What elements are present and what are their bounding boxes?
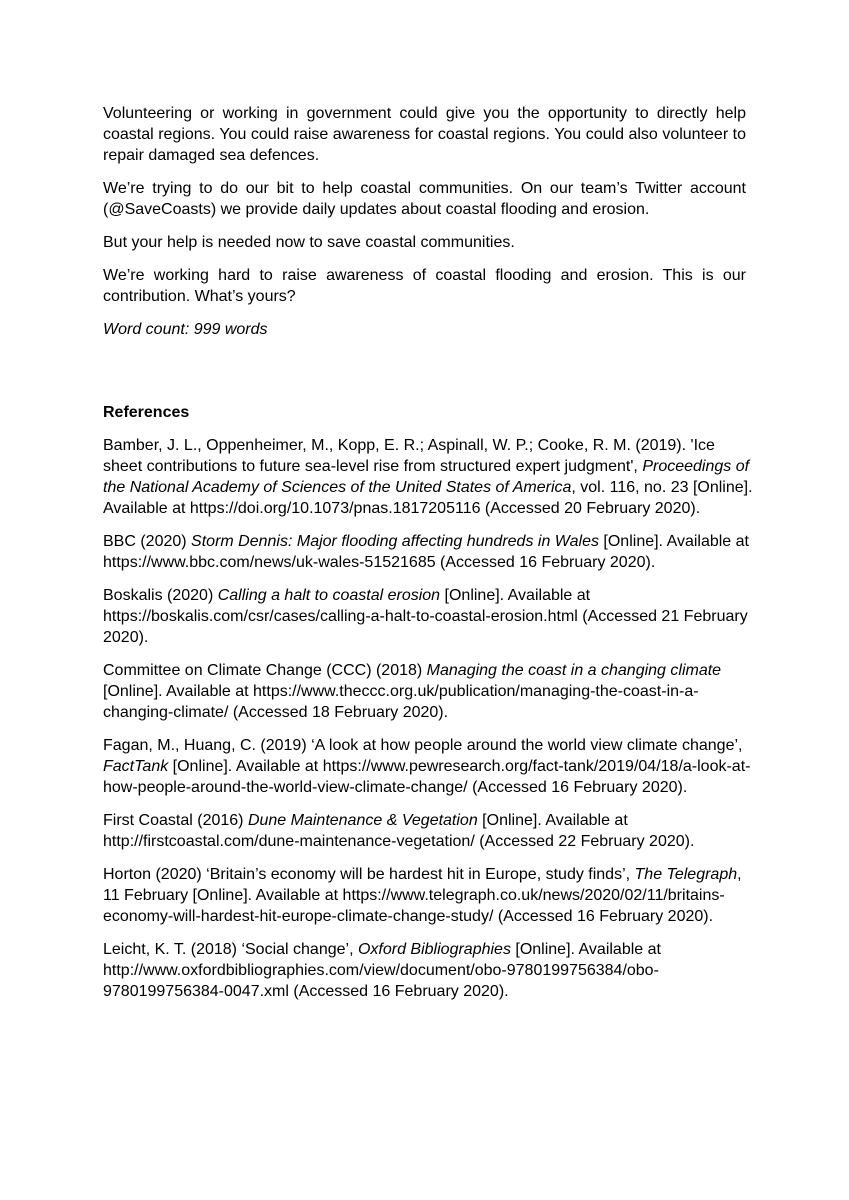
reference-item — [103, 810, 753, 852]
reference-item — [103, 864, 753, 927]
reference-text: Committee on Climate Change (CCC) (2018) — [103, 662, 427, 679]
reference-text: Fagan, M., Huang, C. (2019) ‘A look at how people around the world view climate change’, — [103, 737, 743, 754]
reference-source-title: Managing the coast in a changing climate — [426, 662, 722, 679]
reference-text: Horton (2020) ‘Britain’s economy will be hardest hit in Europe, study finds’, — [103, 866, 635, 883]
reference-text: Leicht, K. T. (2018) ‘Social change’, — [103, 941, 358, 958]
reference-text: [Online]. Available at https://www.bbc.com/news/uk-wales-51521685 (Accessed 16 February 2020). — [103, 533, 749, 571]
reference-source-title: FactTank — [103, 758, 169, 775]
reference-text: , 11 February [Online]. Available at https://www.telegraph.co.uk/news/2020/02/11/britains-economy-will-hardest-hit-europe-climate-change-study/ (Accessed 16 February 2020). — [103, 866, 742, 925]
references-heading: References — [103, 404, 190, 421]
reference-text: First Coastal (2016) — [103, 812, 248, 829]
reference-text: [Online]. Available at https://boskalis.com/csr/cases/calling-a-halt-to-coastal-erosion.html (Accessed 21 February 2020). — [103, 587, 748, 646]
word-count: Word count: 999 words — [103, 321, 268, 338]
body-paragraph: But your help is needed now to save coastal communities. — [103, 234, 515, 251]
reference-text: [Online]. Available at http://www.oxfordbibliographies.com/view/document/obo-9780199756384/obo-9780199756384-0047.xml (Accessed 16 February 2020). — [103, 941, 661, 1000]
reference-text: , vol. 116, no. 23 [Online]. Available at https://doi.org/10.1073/pnas.1817205116 (Accessed 20 February 2020). — [103, 479, 753, 517]
reference-item — [103, 531, 753, 573]
body-paragraph: We’re trying to do our bit to help coastal communities. On our team’s Twitter account (@SaveCoasts) we provide daily updates about coastal flooding and erosion. — [103, 180, 746, 218]
reference-source-title: Oxford Bibliographies — [357, 941, 511, 958]
reference-text: BBC (2020) — [103, 533, 192, 550]
reference-source-title: Storm Dennis: Major flooding affecting hundreds in Wales — [191, 533, 599, 550]
reference-text: [Online]. Available at https://www.theccc.org.uk/publication/managing-the-coast-in-a-changing-climate/ (Accessed 18 February 2020). — [103, 683, 699, 721]
reference-source-title: Proceedings of the National Academy of Sciences of the United States of America — [103, 458, 750, 496]
body-paragraph: Volunteering or working in government could give you the opportunity to directly help coastal regions. You could raise awareness for coastal regions. You could also volunteer to repair damaged sea defences. — [103, 105, 746, 164]
reference-text: [Online]. Available at http://firstcoastal.com/dune-maintenance-vegetation/ (Accessed 22 February 2020). — [103, 812, 695, 850]
body-paragraph: We’re working hard to raise awareness of coastal flooding and erosion. This is our contribution. What’s yours? — [103, 267, 746, 305]
reference-source-title: The Telegraph — [634, 866, 738, 883]
reference-item — [103, 939, 753, 1002]
reference-item — [103, 735, 753, 798]
references-section — [103, 402, 753, 1014]
reference-item — [103, 585, 753, 648]
reference-item — [103, 660, 753, 723]
reference-item — [103, 435, 753, 519]
reference-text: Boskalis (2020) — [103, 587, 218, 604]
closing-section — [103, 103, 746, 352]
reference-source-title: Dune Maintenance & Vegetation — [247, 812, 478, 829]
reference-text: [Online]. Available at https://www.pewresearch.org/fact-tank/2019/04/18/a-look-at-how-people-around-the-world-view-climate-change/ (Accessed 16 February 2020). — [103, 758, 751, 796]
reference-source-title: Calling a halt to coastal erosion — [217, 587, 441, 604]
reference-text: Bamber, J. L., Oppenheimer, M., Kopp, E. R.; Aspinall, W. P.; Cooke, R. M. (2019). 'Ice sheet contributions to future sea-level rise from structured expert judgment', — [103, 437, 715, 475]
